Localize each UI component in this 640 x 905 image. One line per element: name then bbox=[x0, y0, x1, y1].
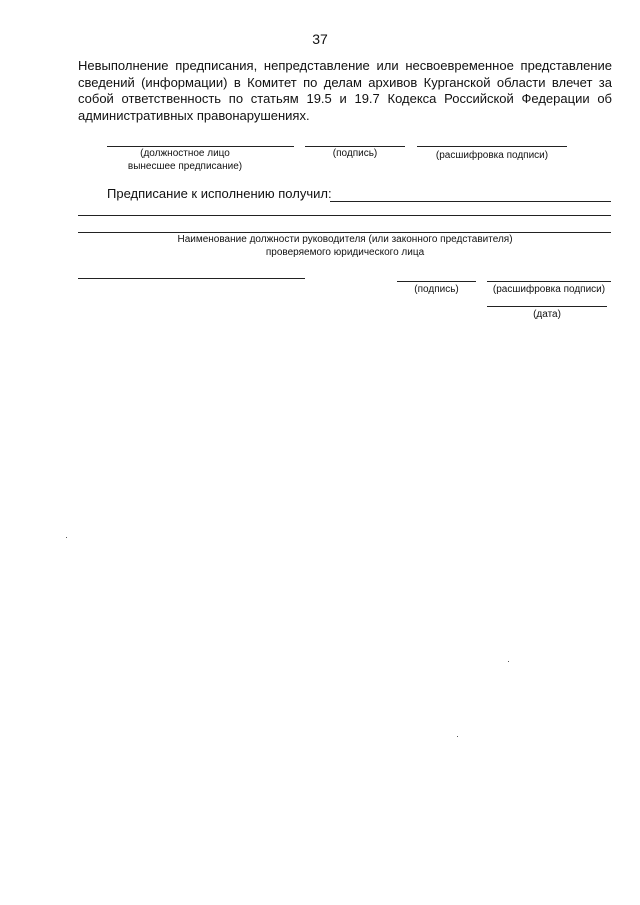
decode-caption-1: (расшифровка подписи) bbox=[435, 150, 549, 161]
blank-line-2 bbox=[78, 232, 611, 233]
decode-line-1 bbox=[417, 146, 567, 147]
received-label: Предписание к исполнению получил: bbox=[107, 186, 332, 201]
position-line bbox=[78, 278, 305, 279]
signature-caption-1: (подпись) bbox=[332, 148, 378, 159]
scan-speck bbox=[66, 537, 67, 538]
scan-speck bbox=[457, 736, 458, 737]
signature-caption-2: (подпись) bbox=[414, 284, 459, 295]
official-caption: (должностное лицо вынесшее предписание) bbox=[127, 148, 243, 172]
decode-line-2 bbox=[487, 281, 611, 282]
liability-paragraph: Невыполнение предписания, непредставление или несвоевременное представление сведений (информации) в Комитет по делам архивов Курганской области влечет за собой ответственность по статьям 19.5 и 19.7 Кодекса Российской Федерации об административных правонарушениях. bbox=[78, 58, 612, 123]
page-number: 37 bbox=[312, 31, 328, 47]
blank-line-1 bbox=[78, 215, 611, 216]
position-caption: Наименование должности руководителя (или законного представителя) проверяемого юридического лица bbox=[177, 234, 513, 258]
received-line bbox=[330, 201, 611, 202]
date-caption: (дата) bbox=[533, 309, 561, 320]
date-line bbox=[487, 306, 607, 307]
scan-speck bbox=[508, 661, 509, 662]
signature-line-2 bbox=[397, 281, 476, 282]
decode-caption-2: (расшифровка подписи) bbox=[492, 284, 606, 295]
